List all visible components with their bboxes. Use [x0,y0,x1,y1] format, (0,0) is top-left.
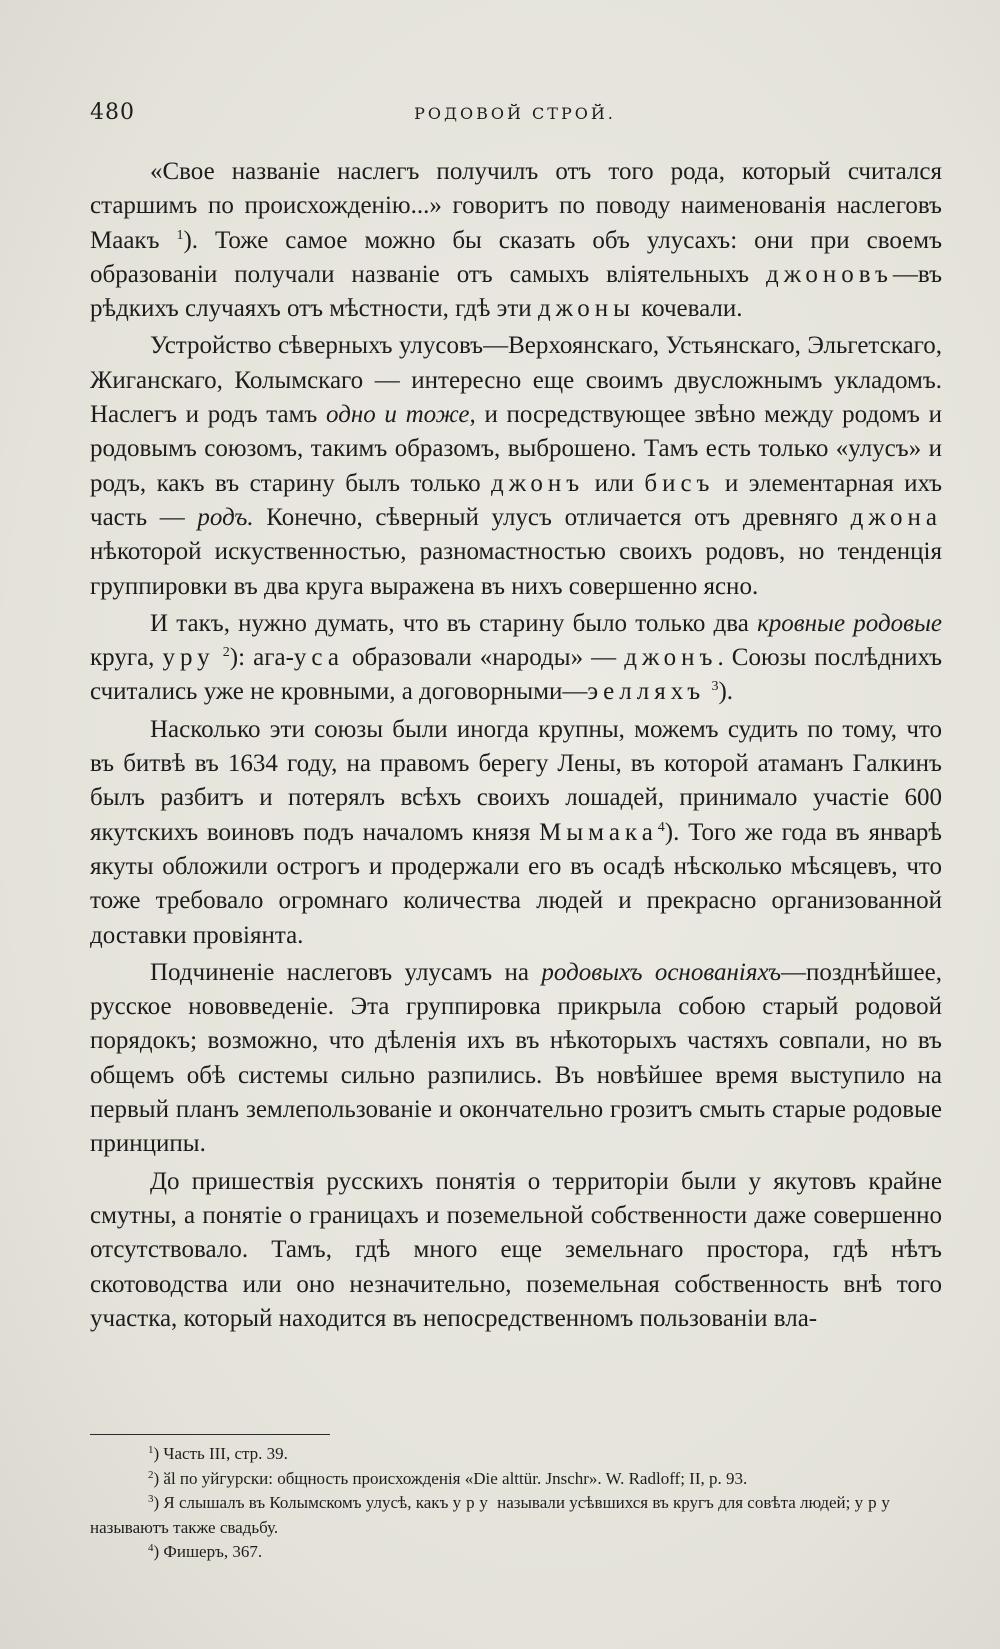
italic-term: родъ. [197,503,254,531]
spaced-term: уру [452,1493,493,1512]
footnote-mark: 3 [148,1493,154,1505]
spaced-term: уру [854,1493,895,1512]
text-run: До пришествія русскихъ понятія о территоріи были у якутовъ крайне смутны, а понятіе о границахъ и поземельной собственности даже совершенно отсутствовало. Тамъ, гдѣ много еще земельнаго простора, гдѣ нѣтъ скотоводства или оно незначительно, поземельная собственность внѣ того участка, который находится въ непосредственномъ пользованіи вла- [90,1167,942,1332]
paragraph-4 [90,713,942,953]
text-run: . Союзы послѣднихъ считались уже не кровными, а договорными— [90,644,943,706]
main-text [90,155,942,1339]
paragraph-3 [90,607,942,710]
text-run: ): ага- [229,644,294,672]
footnote-text: ) ӑl по уйгурски: общность происхожденія «Die alttür. Jnschr». W. Radloff; II, p. 93. [153,1468,748,1488]
italic-term: одно и тоже, [326,401,476,429]
spaced-term: Мымака [539,818,658,846]
footnote-text: называли усѣвшихся въ кругъ для совѣта людей; [492,1493,855,1512]
footnote-2 [90,1467,942,1492]
text-run: ). [718,678,734,706]
text-run: Устройство сѣверныхъ улусовъ—Верхоянскаго, Устьянскаго, Эльгетскаго, Жиганскаго, Колымскаго — интересно еще своимъ двусложнымъ укладомъ. Наслегъ и родъ тамъ [90,332,942,429]
footnote-4 [90,1540,942,1565]
spaced-term: бисъ [644,469,715,497]
paragraph-5 [90,956,942,1162]
text-run: Подчиненіе наслеговъ улусамъ на [150,958,542,986]
text-run: и элементарная ихъ часть — [90,469,943,531]
text-run: —въ рѣдкихъ случаяхъ отъ мѣстности, гдѣ эти [90,260,942,323]
text-run: круга, [90,644,163,672]
footnote-1 [90,1442,942,1467]
text-run: образовали «народы» — [343,644,625,672]
footnote-text: ) Часть III, стр. 39. [153,1444,288,1463]
spaced-term: джоны [537,295,635,323]
page-number: 480 [90,100,135,125]
text-run: Насколько эти союзы были иногда крупны, можемъ судить по тому, что въ битвѣ въ 1634 году, на правомъ берегу Лены, въ которой атаманъ Галкинъ былъ разбитъ и потерялъ всѣхъ своихъ лошадей, принимало участіе 600 якутскихъ воиновъ подъ началомъ князя [90,715,942,846]
footnote-rule [90,1434,330,1435]
footnote-text: называютъ также свадьбу. [90,1517,279,1537]
text-run: ). Того же года въ январѣ якуты обложили острогъ и продержали его въ осадѣ нѣсколько мѣсяцевъ, что тоже требовало огромнаго количества людей и прекрасно организованной доставки провіянта. [90,818,943,949]
text-run: «Свое названіе наслегъ получилъ отъ того рода, который считался старшимъ по происхожденію...» говоритъ по поводу наименованія наслеговъ Маакъ [90,158,942,254]
footnotes [90,1442,942,1565]
spaced-term: джонъ [491,469,585,497]
spaced-term: уру [162,644,215,672]
spaced-term: джона [850,503,943,531]
footnote-mark: 1 [148,1444,154,1456]
italic-term: родовыхъ основаніяхъ [541,958,781,986]
spaced-term: уса [293,644,344,672]
text-run: ). Тоже самое можно бы сказать объ улусахъ: они при своемъ образованіи получали названіе отъ самыхъ вліятельныхъ [90,226,942,288]
spaced-term: джонъ [624,644,718,672]
text-run: И такъ, нужно думать, что въ старину было только два [150,609,758,637]
spaced-term: эелляхъ [587,678,706,706]
paragraph-6 [90,1165,942,1336]
text-run: или [584,469,645,497]
paragraph-2 [90,329,942,603]
page-header [90,100,940,134]
text-run: кочевали. [634,295,743,323]
footnote-ref-4: 4 [657,819,665,835]
footnote-mark: 2 [148,1468,154,1481]
footnote-text: ) Фишеръ, 367. [153,1542,263,1561]
footnote-mark: 4 [148,1542,154,1554]
footnote-ref-1: 1 [176,227,184,243]
text-run: —позднѣйшее, русское нововведеніе. Эта группировка прикрыла собою старый родовой порядокъ; возможно, что дѣленія ихъ въ нѣкоторыхъ частяхъ совпали, но въ общемъ обѣ системы сильно разпились. Въ новѣйшее время выступило на первый планъ землепользованіе и окончательно грозитъ смыть старые родовые принципы. [90,958,942,1158]
footnote-ref-3: 3 [711,679,719,695]
text-run [215,644,223,671]
footnote-3 [90,1491,942,1540]
spaced-term: джоновъ [766,260,893,288]
text-run: нѣкоторой искуственностью, разномастностью своихъ родовъ, но тенденція группировки въ два круга выражена въ нихъ совершенно ясно. [90,538,942,600]
footnote-text: ) Я слышалъ въ Колымскомъ улусѣ, какъ [153,1493,453,1512]
paragraph-1 [90,155,942,326]
text-run: Конечно, сѣверный улусъ отличается отъ древняго [253,503,851,531]
footnote-ref-2: 2 [222,645,230,661]
italic-term: кровные родовые [757,609,942,637]
running-title: РОДОВОЙ СТРОЙ. [414,104,616,123]
text-run: и посредствующее звѣно между родомъ и родовымъ союзомъ, такимъ образомъ, выброшено. Тамъ есть только «улусъ» и родъ, какъ въ старину былъ только [90,401,942,497]
